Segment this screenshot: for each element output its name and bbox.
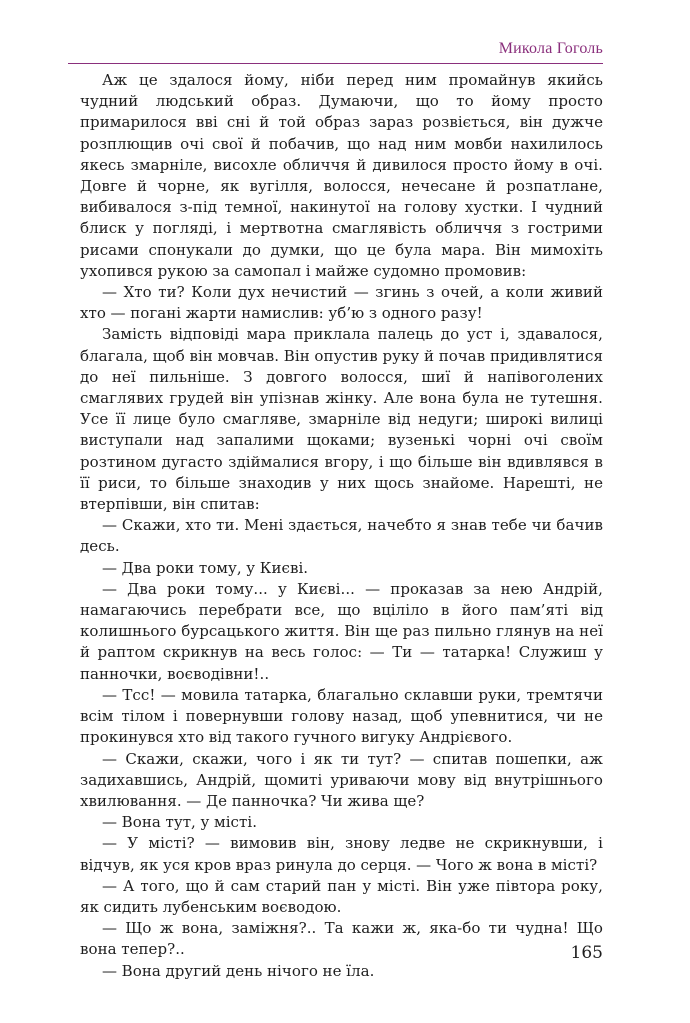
- paragraph: Аж це здалося йому, ніби перед ним промайнув якийсь чудний людський образ. Думаючи, що то йому просто примарилося вві сні й той образ зараз розвіється, він дужче розплющив очі свої й побачив, що над ним мовби нахилилось якесь змарніле, висохле обличчя й дивилося просто йому в очі. Довге й чорне, як вугілля, волосся, нечесане й розпатлане, вибивалося з-під темної, накинутої на голову хустки. І чудний блиск у погляді, і мертвотна смаглявість обличчя з гострими рисами спонукали до думки, що це була мара. Він мимохіть ухопився рукою за самопал і майже судомно промовив:: [80, 71, 603, 280]
- body-text: [80, 70, 603, 982]
- running-head-author: Микола Гоголь: [498, 40, 603, 57]
- paragraph: — А того, що й сам старий пан у місті. Він уже півтора року, як сидить лубенським воєводою.: [80, 876, 603, 916]
- header-rule: [68, 63, 603, 64]
- paragraph: — Скажи, скажи, чого і як ти тут? — спитав пошепки, аж задихавшись, Андрій, щомиті уриваючи мову від внутрішнього хвилювання. — Де панночка? Чи жива ще?: [80, 749, 603, 810]
- paragraph: — Вона другий день нічого не їла.: [102, 961, 375, 980]
- paragraph: — Два роки тому... у Києві... — проказав за нею Андрій, намагаючись перебрати все, що вціліло в його пам’яті від колишнього бурсацького життя. Він ще раз пильно глянув на неї й раптом скрикнув на весь голос: — Ти — татарка! Служиш у панночки, воєводівни!..: [80, 579, 603, 683]
- paragraph: — У місті? — вимовив він, знову ледве не скрикнувши, і відчув, як уся кров враз ринула до серця. — Чого ж вона в місті?: [80, 834, 603, 874]
- paragraph: — Хто ти? Коли дух нечистий — згинь з очей, а коли живий хто — погані жарти намислив: уб’ю з одного разу!: [80, 283, 603, 323]
- paragraph: — Скажи, хто ти. Мені здається, начебто я знав тебе чи бачив десь.: [80, 516, 603, 556]
- paragraph: — Вона тут, у місті.: [102, 813, 258, 832]
- page-number: 165: [570, 943, 603, 963]
- paragraph: — Тсс! — мовила татарка, благально склавши руки, тремтячи всім тілом і повернувши голову назад, щоб упевнитися, чи не прокинувся хто від такого гучного вигуку Андрієвого.: [80, 685, 603, 747]
- paragraph: — Що ж вона, заміжня?.. Та кажи ж, яка-бо ти чудна! Що вона тепер?..: [80, 919, 603, 959]
- paragraph: Замість відповіді мара приклала палець до уст і, здавалося, благала, щоб він мовчав. Він опустив руку й почав придивлятися до неї пильніше. З довгого волосся, шиї й напівоголених смаглявих грудей він упізнав жінку. Але вона була не тутешня. Усе її лице було смагляве, змарніле від недуги; широкі вилиці виступали над запалими щоками; вузенькі чорні очі своїм розтином дугасто здіймалися вгору, і що більше він вдивлявся в її риси, то більше знаходив у них щось знайоме. Нарешті, не втерпівши, він спитав:: [80, 325, 603, 514]
- paragraph: — Два роки тому, у Києві.: [102, 558, 309, 577]
